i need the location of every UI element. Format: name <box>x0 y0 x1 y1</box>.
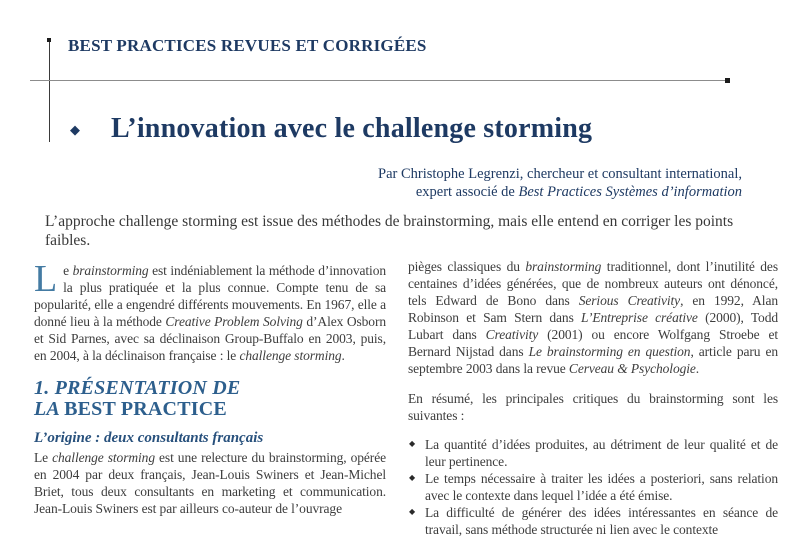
list-item-text: La quantité d’idées produites, au détriment de leur qualité et de leur pertinence. <box>425 437 778 469</box>
column-right <box>408 258 778 538</box>
diamond-bullet-icon: ◆ <box>409 473 416 482</box>
paragraph-critiques: pièges classiques du brainstorming traditionnel, dont l’inutilité des centaines d’idées générées, que de nombreux auteurs ont dénoncé, tels Edward de Bono dans Serious Creativity, en 1992, Alan Robinson et Sam Stern dans L’Entreprise créative (2000), Todd Lubart dans Creativity (2001) ou encore Wolfgang Stroebe et Bernard Nijstad dans Le brainstorming en question, article paru en septembre 2003 dans la revue Cerveau & Psychologie. <box>408 259 779 376</box>
dropcap: L <box>34 258 58 300</box>
paragraph-resume: En résumé, les principales critiques du brainstorming sont les suivantes : <box>408 391 778 423</box>
list-item-text: Le temps nécessaire à traiter les idées a posteriori, sans relation avec le contexte dans lequel l’idée a été émise. <box>425 471 778 503</box>
paragraph-lead-text: e brainstorming est indéniablement la méthode d’innovation la plus pratiquée et la plus connue. Compte tenu de sa popularité, elle a engendré différents mouvements. En 1967, elle a donné lieu à la méthode Creative Problem Solving d’Alex Osborn et Sid Parnes, avec sa déclinaison Group-Buffalo en 2003, puis, en 2004, à la déclinaison française : le challenge storming. <box>34 263 387 363</box>
diamond-bullet-icon: ◆ <box>70 121 80 137</box>
subsection-heading: L’origine : deux consultants français <box>34 430 264 446</box>
page-title: L’innovation avec le challenge storming <box>111 113 593 144</box>
section-heading-line2: LA BEST PRACTICE <box>34 398 227 420</box>
list-item <box>408 470 778 504</box>
section-heading-line1: 1. PRÉSENTATION DE <box>34 377 241 399</box>
list-item-text: La difficulté de générer des idées intéressantes en séance de travail, sans méthode structurée ni lien avec le contexte <box>425 505 778 537</box>
paragraph-lead <box>34 258 387 364</box>
header-horizontal-rule <box>30 80 727 81</box>
kicker: BEST PRACTICES REVUES ET CORRIGÉES <box>68 36 427 55</box>
article-columns <box>34 258 778 538</box>
section-heading <box>34 378 386 420</box>
diamond-bullet-icon: ◆ <box>409 439 416 448</box>
paragraph-origin: Le challenge storming est une relecture du brainstorming, opérée en 2004 par deux français, Jean-Louis Swiners et Jean-Michel Briet, tous deux consultants en marketing et communication. Jean-Louis Swiners est par ailleurs co-auteur de l’ouvrage <box>34 450 386 516</box>
title-row <box>70 112 770 146</box>
critique-bullet-list <box>408 436 778 538</box>
byline <box>378 166 742 201</box>
left-vertical-rule <box>49 40 50 142</box>
standfirst: L’approche challenge storming est issue des méthodes de brainstorming, mais elle entend en corriger les points faibles. <box>45 213 734 249</box>
horizontal-rule-end-dot <box>725 78 730 83</box>
byline-line1: Par Christophe Legrenzi, chercheur et consultant international, <box>378 166 742 182</box>
list-item <box>408 436 778 470</box>
diamond-bullet-icon: ◆ <box>409 507 416 516</box>
list-item <box>408 504 778 538</box>
vertical-rule-top-tick <box>47 38 51 42</box>
byline-line2: expert associé de Best Practices Systèmes d’information <box>415 183 742 200</box>
column-left <box>34 258 386 538</box>
